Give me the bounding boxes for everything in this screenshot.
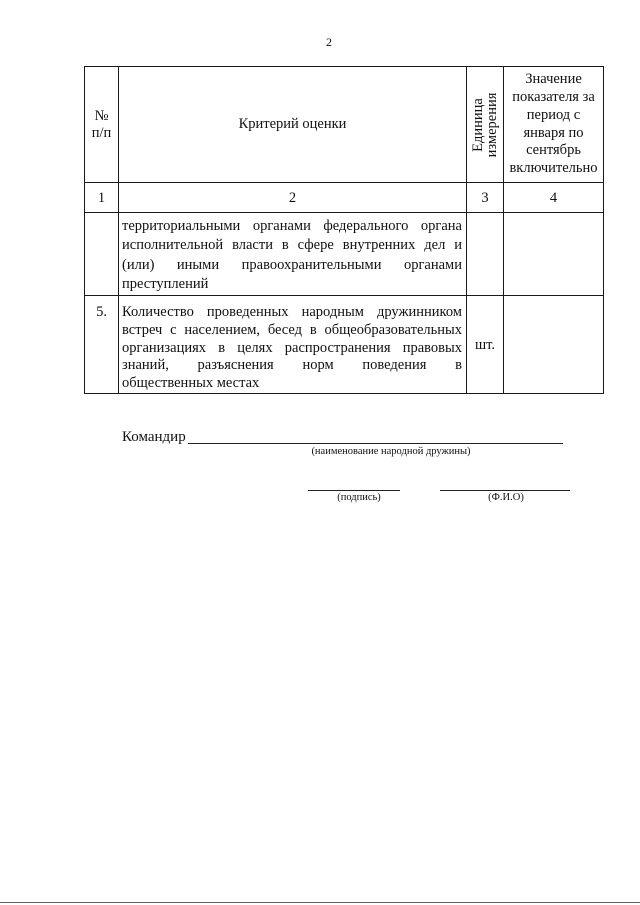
header-value-line: включительно xyxy=(509,160,598,177)
signature-caption: (подпись) xyxy=(337,492,381,503)
header-num-line: п/п xyxy=(91,124,112,141)
criterion-line: знаний, разъяснения норм поведения в xyxy=(122,357,462,374)
row-unit-cell: шт. xyxy=(467,296,504,394)
row-unit-cell xyxy=(467,213,504,296)
row-criterion-cell xyxy=(119,296,467,394)
header-value-line: период с xyxy=(526,106,581,123)
page-number: 2 xyxy=(326,35,332,49)
criterion-line: преступлений xyxy=(122,276,209,293)
unit-name-blank-line xyxy=(188,443,563,444)
row-criterion-cell xyxy=(119,213,467,296)
signature-blank-line xyxy=(308,490,400,491)
column-numbers-row xyxy=(85,183,604,213)
row-value-cell xyxy=(504,296,604,394)
table-row xyxy=(85,296,604,394)
header-unit-rotated-label xyxy=(471,69,499,181)
row-value-cell xyxy=(504,213,604,296)
full-name-caption: (Ф.И.О) xyxy=(488,492,524,503)
header-criterion-cell xyxy=(119,67,467,183)
row-num-cell: 5. xyxy=(85,296,119,394)
table-header-row xyxy=(85,67,604,183)
criterion-line: исполнительной власти в сфере внутренних дел и xyxy=(122,237,462,254)
criterion-line: встреч с населением, бесед в общеобразовательных xyxy=(122,321,462,338)
column-number-cell: 4 xyxy=(504,183,604,213)
column-number-cell: 3 xyxy=(467,183,504,213)
header-value-line: сентябрь xyxy=(526,142,581,159)
commander-label: Командир xyxy=(122,429,186,445)
header-num-line: № xyxy=(94,107,109,124)
criterion-line: общественных местах xyxy=(122,375,260,392)
column-number-cell: 1 xyxy=(85,183,119,213)
criterion-line: организациях в целях распространения правовых xyxy=(122,339,462,356)
column-number-cell: 2 xyxy=(119,183,467,213)
header-value-line: показателя за xyxy=(512,88,595,105)
header-value-cell xyxy=(504,67,604,183)
header-unit-line: Единица xyxy=(470,97,486,152)
criterion-line: (или) иными правоохранительными органами xyxy=(122,256,462,273)
header-unit-line: измерения xyxy=(484,92,500,157)
header-value-line: января по xyxy=(523,124,584,141)
header-unit-cell xyxy=(467,67,504,183)
criterion-line: Количество проведенных народным дружинником xyxy=(122,304,462,320)
header-value-line: Значение xyxy=(525,71,582,88)
table-row xyxy=(85,213,604,296)
row-num-cell xyxy=(85,213,119,296)
scan-edge-line xyxy=(0,902,640,903)
unit-name-caption: (наименование народной дружины) xyxy=(311,446,471,457)
criterion-line: территориальными органами федерального органа xyxy=(122,218,462,234)
header-num-cell xyxy=(85,67,119,183)
criteria-table xyxy=(84,66,604,394)
header-criterion-label: Критерий оценки xyxy=(238,116,347,132)
full-name-blank-line xyxy=(440,490,570,491)
